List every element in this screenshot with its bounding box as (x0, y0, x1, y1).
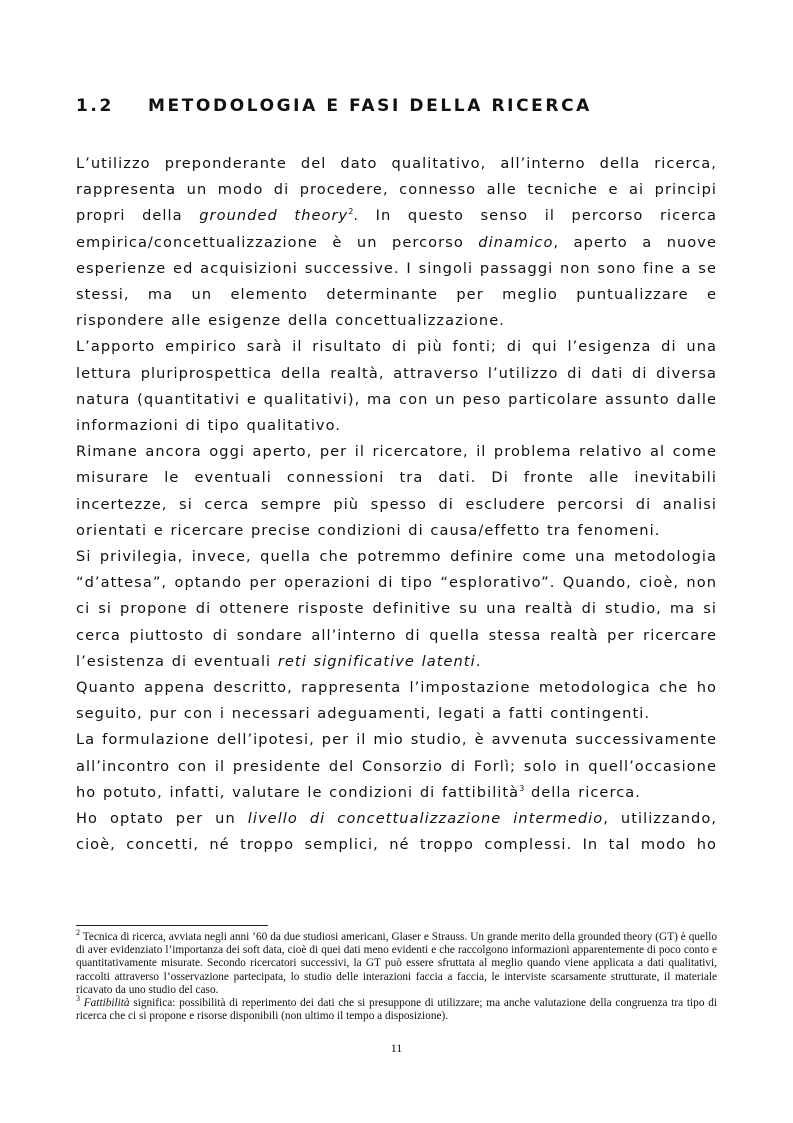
footnotes (76, 928, 717, 1023)
paragraph-1 (76, 151, 717, 334)
emphasis-reti-significative: reti significative latenti (277, 652, 476, 670)
body-text (76, 151, 717, 858)
footnote-separator (76, 925, 268, 926)
emphasis-livello: livello di concettualizzazione intermedio (247, 810, 604, 828)
text-run: . (475, 652, 482, 670)
text-run: . In questo senso il percorso ricerca empirica/concettualizzazione è un percorso (76, 207, 717, 251)
text-run: , aperto a nuove esperienze ed acquisizioni successive. I singoli passaggi non sono fine a se stessi, ma un elemento determinante per meglio puntualizzare e rispondere alle esigenze della concettualizzazione. (76, 233, 717, 330)
footnote-marker: 3 (76, 994, 80, 1004)
footnote-ref-3[interactable]: 3 (519, 784, 525, 794)
paragraph-6 (76, 727, 717, 806)
section-heading (76, 96, 736, 116)
text-run: L’utilizzo preponderante del dato qualitativo, all’interno della ricerca, rappresenta un modo di procedere, connesso alle tecniche e ai principi propri della (76, 155, 717, 225)
paragraph-5: Quanto appena descritto, rappresenta l’impostazione metodologica che ho seguito, pur con i necessari adeguamenti, legati a fatti contingenti. (76, 679, 717, 723)
emphasis-dinamico: dinamico (478, 233, 554, 251)
footnote-text: Tecnica di ricerca, avviata negli anni ’60 da due studiosi americani, Glaser e Strauss. Un grande merito della grounded theory (GT) è quello di aver evidenziato l’importanza dei soft data, cioè di quei dati meno evidenti e che raccolgono informazioni apparentemente di poco conto e quantitativamente misurate. Secondo ricercatori successivi, la GT può essere sfruttata al meglio quando viene applicata a dati qualitativi, raccolti attraverso l’osservazione partecipata, lo studio delle interazioni faccia a faccia, le interviste scarsamente strutturate, il materiale ricavato da uno studio del caso. (76, 931, 717, 996)
footnote-text: significa: possibilità di reperimento dei dati che si presuppone di utilizzare; ma anche valutazione della congruenza tra tipo di ricerca che ci si propone e risorse disponibili (non ultimo il tempo a disposizione). (76, 997, 717, 1023)
page-number: 11 (390, 1041, 403, 1055)
paragraph-7 (76, 806, 717, 858)
section-title: METODOLOGIA E FASI DELLA RICERCA (148, 96, 592, 116)
text-run: della ricerca. (524, 783, 641, 801)
footnote-term: Fattibilità (83, 997, 130, 1010)
text-run: La formulazione dell’ipotesi, per il mio studio, è avvenuta successivamente all’incontro con il presidente del Consorzio di Forlì; solo in quell’occasione ho potuto, infatti, valutare le condizioni di fattibilità (76, 731, 717, 801)
paragraph-3: Rimane ancora oggi aperto, per il ricercatore, il problema relativo al come misurare le eventuali connessioni tra dati. Di fronte alle inevitabili incertezze, si cerca sempre più spesso di escludere percorsi di analisi orientati e ricercare precise condizioni di causa/effetto tra fenomeni. (76, 443, 717, 539)
section-number: 1.2 (76, 96, 114, 116)
footnote-2 (76, 928, 717, 997)
paragraph-2: L’apporto empirico sarà il risultato di più fonti; di qui l’esigenza di una lettura pluriprospettica della realtà, attraverso l’utilizzo di dati di diversa natura (quantitativi e qualitativi), ma con un peso particolare assunto dalle informazioni di tipo qualitativo. (76, 338, 717, 435)
emphasis-grounded-theory: grounded theory (199, 207, 349, 225)
text-run: Ho optato per un (76, 810, 248, 828)
footnote-3 (76, 994, 717, 1023)
text-run: , utilizzando, cioè, concetti, né troppo semplici, né troppo complessi. In tal modo ho (76, 810, 718, 854)
footnote-marker: 2 (76, 928, 80, 938)
paragraph-4 (76, 544, 717, 675)
footnote-ref-2[interactable]: 2 (348, 207, 354, 217)
text-run: Si privilegia, invece, quella che potremmo definire come una metodologia “d’attesa”, optando per operazioni di tipo “esplorativo”. Quando, cioè, non ci si propone di ottenere risposte definitive su una realtà di studio, ma si cerca piuttosto di sondare all’interno di quella stessa realtà per ricercare l’esistenza di eventuali (76, 548, 717, 670)
